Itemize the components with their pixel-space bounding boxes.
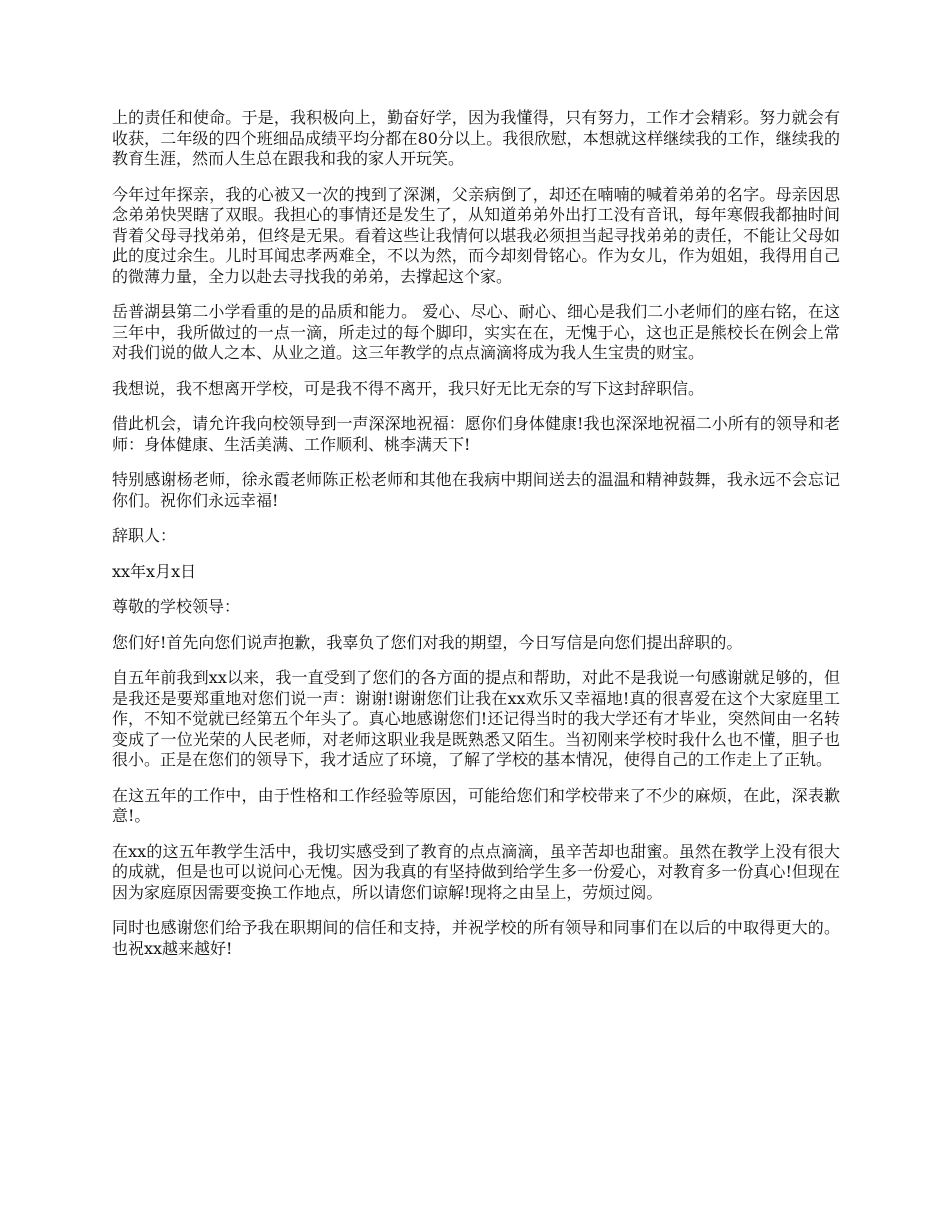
paragraph-6: 特别感谢杨老师，徐永霞老师陈正松老师和其他在我病中期间送去的温温和精神鼓舞，我永远不会忘记你们。祝你们永远幸福! bbox=[112, 470, 840, 510]
paragraph-11: 自五年前我到xx以来，我一直受到了您们的各方面的提点和帮助，对此不是我说一句感谢就足够的，但是我还是要郑重地对您们说一声：谢谢!谢谢您们让我在xx欢乐又幸福地!真的很喜爱在这个大家庭里工作，不知不觉就已经第五个年头了。真心地感谢您们!还记得当时的我大学还有才毕业，突然间由一名转变成了一位光荣的人民老师，对老师这职业我是既熟悉又陌生。当初刚来学校时我什么也不懂，胆子也很小。正是在您们的领导下，我才适应了环境，了解了学校的基本情况，使得自己的工作走上了正轨。 bbox=[112, 668, 840, 769]
date-line: xx年x月x日 bbox=[112, 561, 197, 581]
paragraph-3: 岳普湖县第二小学看重的是的品质和能力。 爱心、尽心、耐心、细心是我们二小老师们的座右铭，在这三年中，我所做过的一点一滴，所走过的每个脚印，实实在在，无愧于心，这也正是熊校长在例会上常对我们说的做人之本、从业之道。这三年教学的点点滴滴将成为我人生宝贵的财宝。 bbox=[112, 302, 840, 362]
paragraph-5: 借此机会，请允许我向校领导到一声深深地祝福：愿你们身体健康!我也深深地祝福二小所有的领导和老师：身体健康、生活美满、工作顺利、桃李满天下! bbox=[112, 414, 840, 454]
paragraph-10: 您们好!首先向您们说声抱歉，我辜负了您们对我的期望，今日写信是向您们提出辞职的。 bbox=[112, 632, 743, 652]
signature-label: 辞职人： bbox=[112, 526, 177, 545]
salutation: 尊敬的学校领导： bbox=[112, 597, 241, 616]
paragraph-4: 我想说，我不想离开学校，可是我不得不离开，我只好无比无奈的写下这封辞职信。 bbox=[112, 378, 705, 398]
document-body bbox=[112, 108, 840, 974]
paragraph-13: 在xx的这五年教学生活中，我切实感受到了教育的点点滴滴，虽辛苦却也甜蜜。虽然在教学上没有很大的成就，但是也可以说问心无愧。因为我真的有坚持做到给学生多一份爱心，对教育多一份真心!但现在因为家庭原因需要变换工作地点，所以请您们谅解!现将之由呈上，劳烦过阅。 bbox=[112, 841, 840, 902]
paragraph-12: 在这五年的工作中，由于性格和工作经验等原因，可能给您们和学校带来了不少的麻烦，在此，深表歉意!。 bbox=[112, 785, 840, 825]
paragraph-14: 同时也感谢您们给予我在职期间的信任和支持，并祝学校的所有领导和同事们在以后的中取得更大的。也祝xx越来越好! bbox=[112, 918, 840, 958]
paragraph-1: 上的责任和使命。于是，我积极向上，勤奋好学，因为我懂得，只有努力，工作才会精彩。努力就会有收获，二年级的四个班细品成绩平均分都在80分以上。我很欣慰，本想就这样继续我的工作，继续我的教育生涯，然而人生总在跟我和我的家人开玩笑。 bbox=[112, 108, 840, 168]
paragraph-2: 今年过年探亲，我的心被又一次的拽到了深渊，父亲病倒了，却还在喃喃的喊着弟弟的名字。母亲因思念弟弟快哭瞎了双眼。我担心的事情还是发生了，从知道弟弟外出打工没有音讯，每年寒假我都抽时间背着父母寻找弟弟，但终是无果。看着这些让我情何以堪我必须担当起寻找弟弟的责任，不能让父母如此的度过余生。儿时耳闻忠孝两难全，不以为然，而今却刻骨铭心。作为女儿，作为姐姐，我得用自己的微薄力量，全力以赴去寻找我的弟弟，去撑起这个家。 bbox=[112, 184, 840, 286]
